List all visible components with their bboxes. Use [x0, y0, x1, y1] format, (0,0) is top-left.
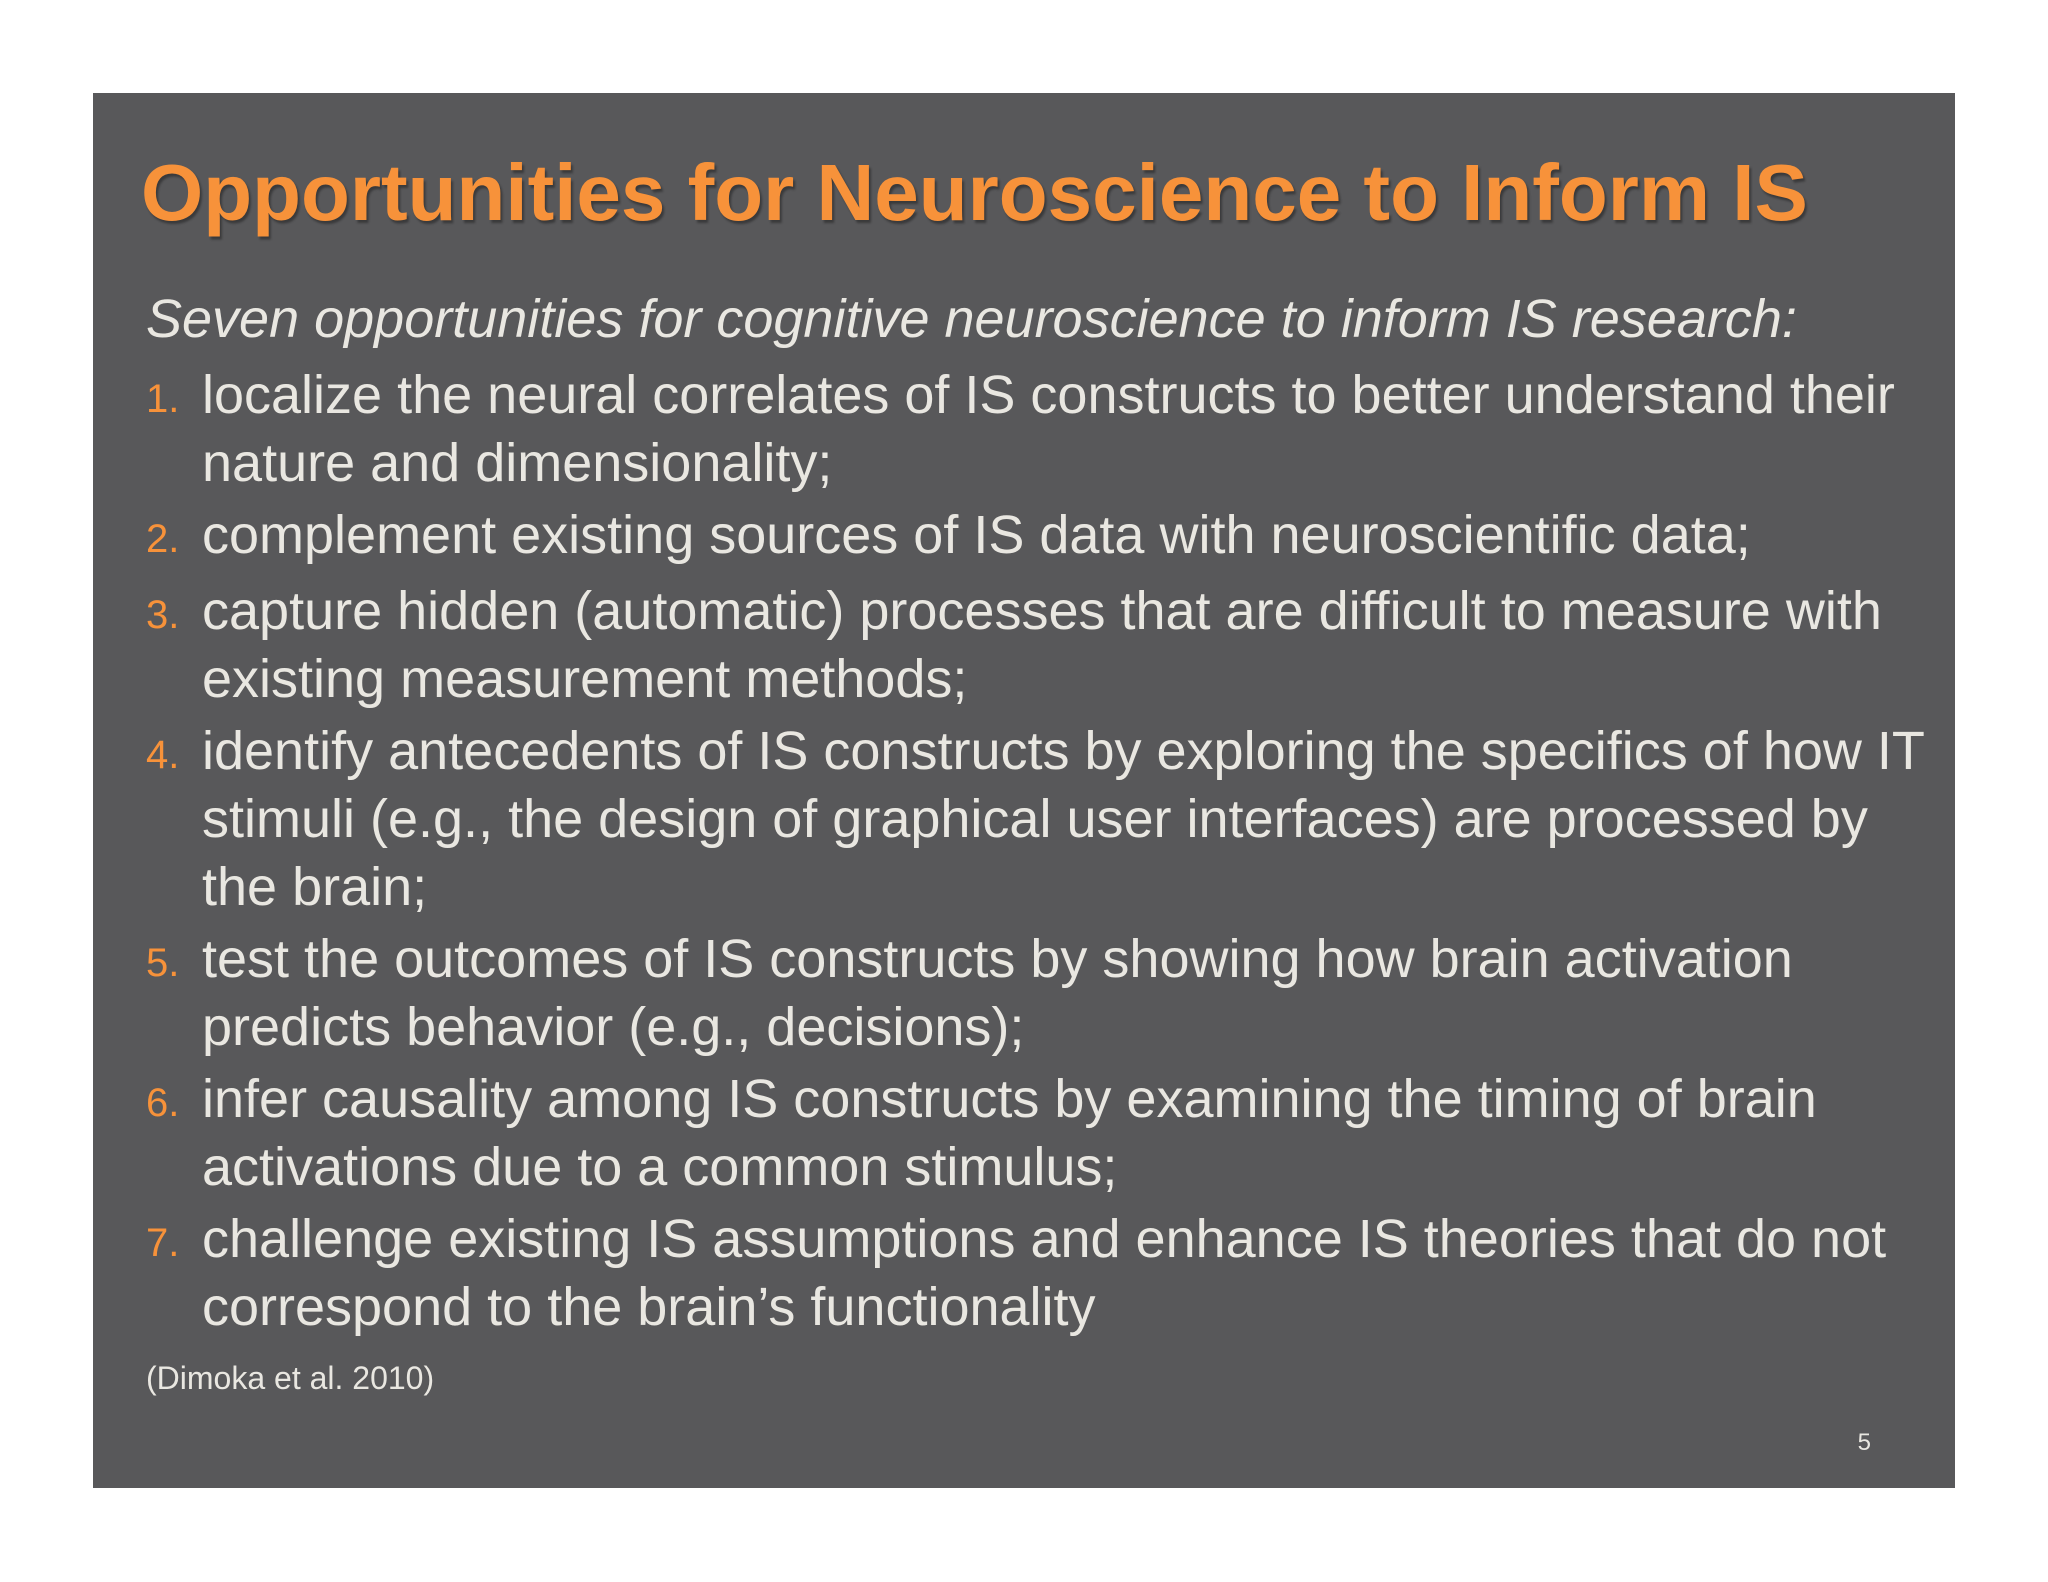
opportunity-list	[146, 361, 1936, 1345]
list-item-number: 3.	[146, 593, 180, 637]
list-item	[146, 361, 1936, 497]
slide	[93, 93, 1955, 1488]
list-item-number: 1.	[146, 377, 180, 421]
list-item-number: 5.	[146, 941, 180, 985]
slide-subtitle: Seven opportunities for cognitive neuroscience to inform IS research:	[146, 289, 1797, 349]
list-item-number: 4.	[146, 733, 180, 777]
list-item-text: capture hidden (automatic) processes that are difficult to measure with existing measurement methods;	[202, 581, 1882, 709]
list-item-text: identify antecedents of IS constructs by exploring the specifics of how IT stimuli (e.g., the design of graphical user interfaces) are processed by the brain;	[202, 721, 1924, 917]
list-item-number: 6.	[146, 1081, 180, 1125]
list-item-text: localize the neural correlates of IS constructs to better understand their nature and dimensionality;	[202, 365, 1895, 493]
list-item-text: infer causality among IS constructs by examining the timing of brain activations due to a common stimulus;	[202, 1069, 1817, 1197]
page-number: 5	[1857, 1429, 1871, 1456]
list-item-text: complement existing sources of IS data with neuroscientific data;	[202, 505, 1751, 565]
list-item	[146, 501, 1936, 573]
list-item	[146, 577, 1936, 713]
list-item	[146, 1065, 1936, 1201]
list-item	[146, 717, 1936, 921]
list-item-number: 2.	[146, 517, 180, 561]
list-item-text: test the outcomes of IS constructs by showing how brain activation predicts behavior (e.g., decisions);	[202, 929, 1793, 1057]
slide-title: Opportunities for Neuroscience to Inform IS	[141, 148, 1808, 237]
list-item-text: challenge existing IS assumptions and enhance IS theories that do not correspond to the brain’s functionality	[202, 1209, 1887, 1337]
list-item-number: 7.	[146, 1221, 180, 1265]
citation: (Dimoka et al. 2010)	[146, 1360, 435, 1396]
list-item	[146, 925, 1936, 1061]
list-item	[146, 1205, 1936, 1341]
